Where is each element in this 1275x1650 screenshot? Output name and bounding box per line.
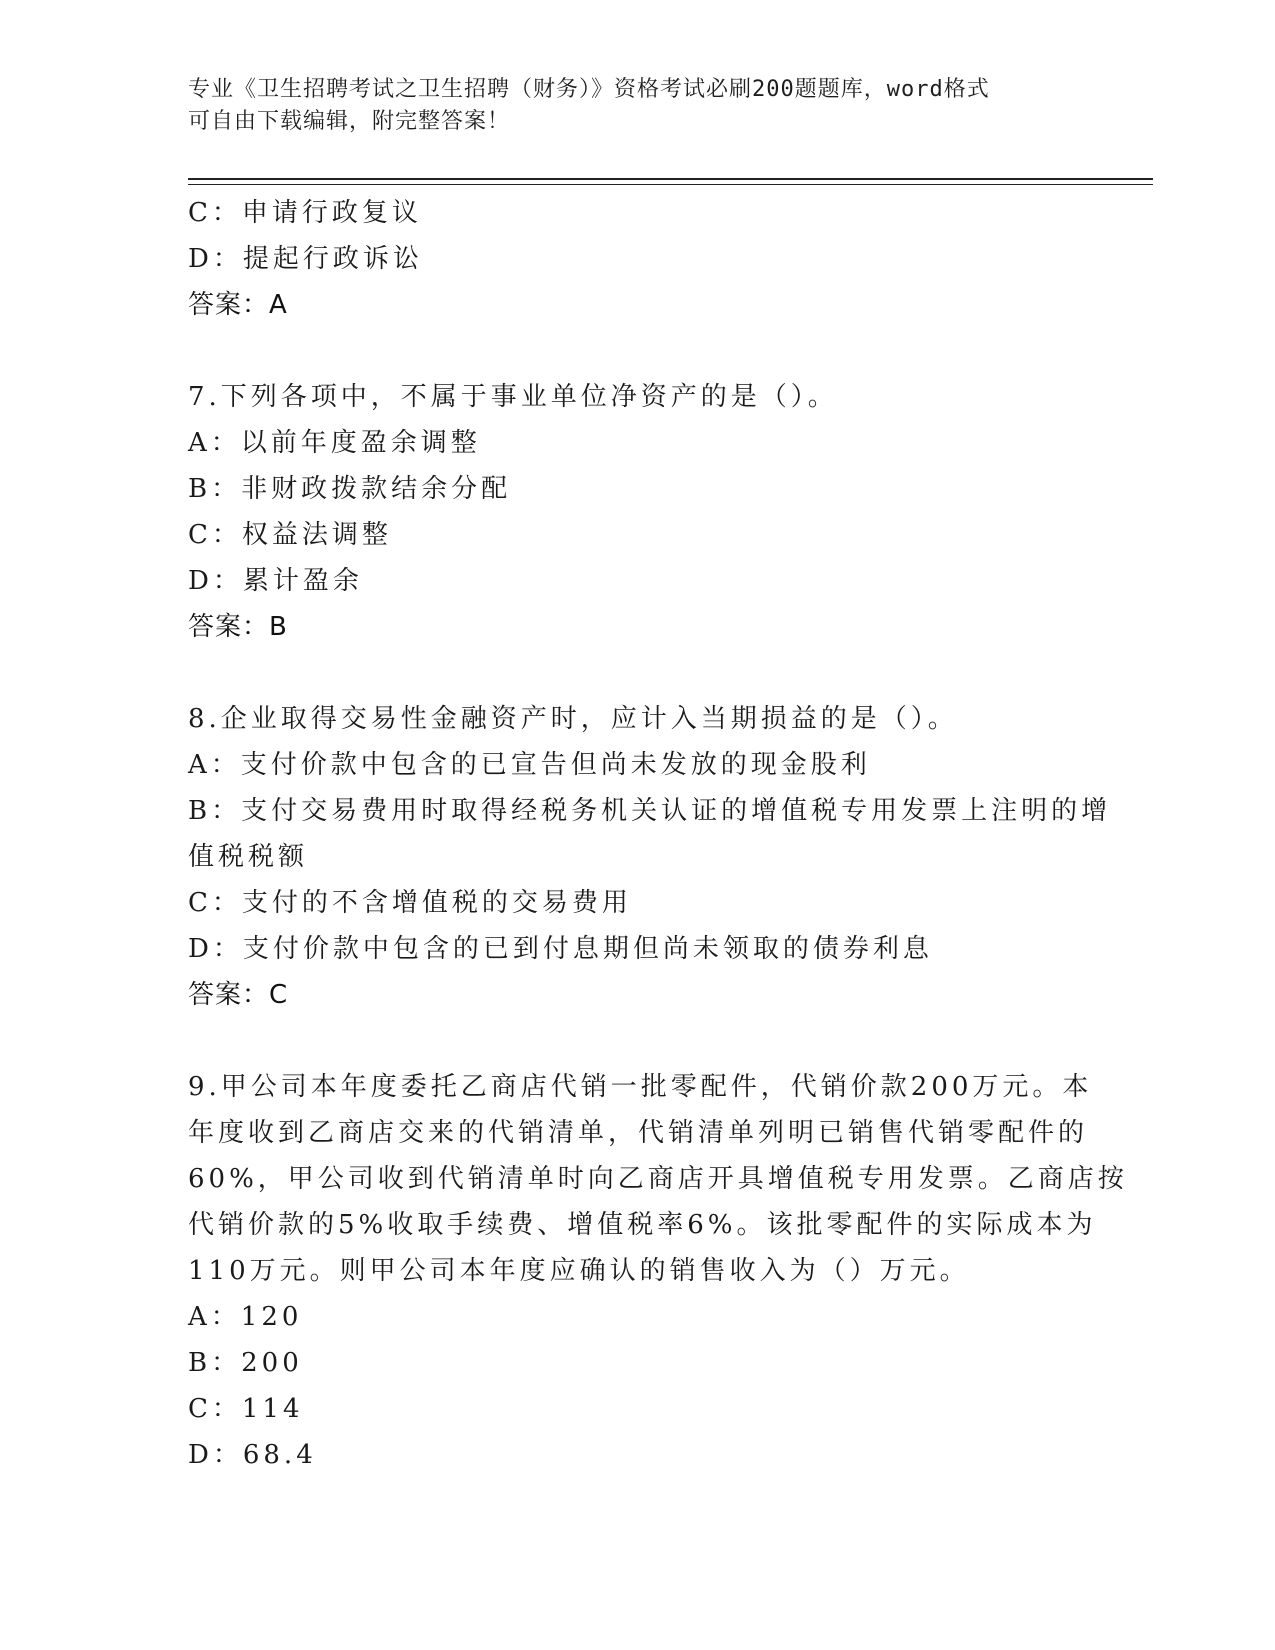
q8-option-b-line-2: 值税税额 (188, 842, 309, 872)
q6-option-c: C：申请行政复议 (188, 198, 422, 228)
q9-option-a: A：120 (188, 1302, 303, 1332)
q9-question-line-3: 60%，甲公司收到代销清单时向乙商店开具增值税专用发票。乙商店按 (188, 1164, 1128, 1194)
spacer (188, 328, 1088, 374)
q6-answer: 答案：A (188, 290, 288, 320)
q8-option-d: D：支付价款中包含的已到付息期但尚未领取的债券利息 (188, 934, 933, 964)
spacer (188, 650, 1088, 696)
q8-option-b-line-1: B：支付交易费用时取得经税务机关认证的增值税专用发票上注明的增 (188, 796, 1112, 826)
q9-question-line-1: 9.甲公司本年度委托乙商店代销一批零配件，代销价款200万元。本 (188, 1072, 1093, 1102)
question-9 (188, 1064, 1128, 1478)
q7-question: 7.下列各项中，不属于事业单位净资产的是（）。 (188, 382, 838, 412)
document-body (188, 190, 1128, 1478)
q9-question-line-4: 代销价款的5%收取手续费、增值税率6%。该批零配件的实际成本为 (188, 1210, 1097, 1240)
header-divider-thin (188, 184, 1153, 185)
question-6 (188, 190, 1088, 328)
q9-option-b: B：200 (188, 1348, 303, 1378)
header-line-1: 专业《卫生招聘考试之卫生招聘（财务）》资格考试必刷200题题库，word格式 (188, 77, 990, 102)
q7-answer: 答案：B (188, 612, 288, 642)
q7-option-a: A：以前年度盈余调整 (188, 428, 481, 458)
q8-question: 8.企业取得交易性金融资产时，应计入当期损益的是（）。 (188, 704, 958, 734)
q7-option-d: D：累计盈余 (188, 566, 363, 596)
q8-option-c: C：支付的不含增值税的交易费用 (188, 888, 632, 918)
spacer (188, 1018, 1088, 1064)
q9-question-line-5: 110万元。则甲公司本年度应确认的销售收入为（）万元。 (188, 1256, 970, 1286)
document-header (188, 74, 1068, 138)
q9-question-line-2: 年度收到乙商店交来的代销清单，代销清单列明已销售代销零配件的 (188, 1118, 1089, 1148)
q7-option-b: B：非财政拨款结余分配 (188, 474, 512, 504)
q6-option-d: D：提起行政诉讼 (188, 244, 423, 274)
q9-option-d: D：68.4 (188, 1440, 317, 1470)
q8-answer: 答案：C (188, 980, 289, 1010)
q8-option-a: A：支付价款中包含的已宣告但尚未发放的现金股利 (188, 750, 871, 780)
header-line-2: 可自由下载编辑，附完整答案！ (188, 109, 511, 134)
question-8 (188, 696, 1112, 1018)
header-divider-thick (188, 178, 1153, 180)
q9-option-c: C：114 (188, 1394, 304, 1424)
question-7 (188, 374, 1088, 650)
q7-option-c: C：权益法调整 (188, 520, 392, 550)
